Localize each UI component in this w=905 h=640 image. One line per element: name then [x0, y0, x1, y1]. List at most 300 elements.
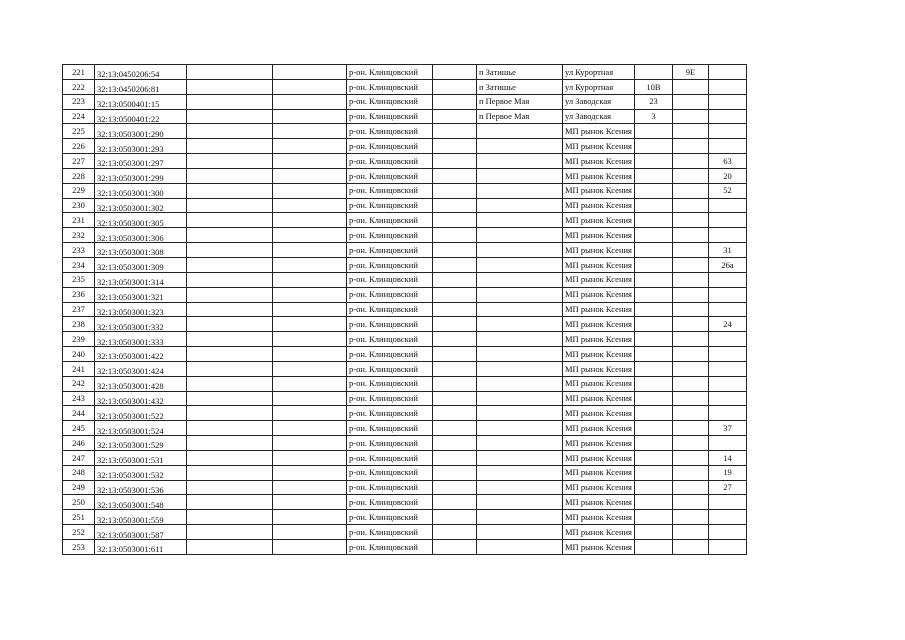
row-number-cell: 237 — [63, 302, 95, 317]
empty-cell — [187, 257, 273, 272]
apartment-cell — [708, 302, 746, 317]
apartment-cell — [708, 79, 746, 94]
house-cell — [634, 525, 672, 540]
building-cell — [672, 287, 708, 302]
empty-cell — [187, 480, 273, 495]
building-cell — [672, 361, 708, 376]
street-cell: МП рынок Ксения — [563, 272, 635, 287]
district-cell: р-он. Клинцовский — [347, 406, 433, 421]
empty-cell — [433, 243, 477, 258]
apartment-cell — [708, 332, 746, 347]
table-row — [63, 495, 747, 510]
street-cell: МП рынок Ксения — [563, 213, 635, 228]
building-cell — [672, 465, 708, 480]
district-cell: р-он. Клинцовский — [347, 347, 433, 362]
empty-cell — [273, 65, 347, 80]
empty-cell — [433, 183, 477, 198]
building-cell — [672, 525, 708, 540]
settlement-cell — [477, 228, 563, 243]
house-cell — [634, 287, 672, 302]
empty-cell — [433, 198, 477, 213]
house-cell — [634, 347, 672, 362]
cadastral-number-cell: 32:13:0503001:531 — [95, 450, 187, 465]
apartment-cell — [708, 124, 746, 139]
empty-cell — [273, 183, 347, 198]
street-cell: МП рынок Ксения — [563, 421, 635, 436]
settlement-cell — [477, 450, 563, 465]
empty-cell — [273, 361, 347, 376]
empty-cell — [273, 94, 347, 109]
street-cell: МП рынок Ксения — [563, 124, 635, 139]
empty-cell — [273, 450, 347, 465]
empty-cell — [187, 510, 273, 525]
house-cell — [634, 154, 672, 169]
district-cell: р-он. Клинцовский — [347, 317, 433, 332]
table-row — [63, 257, 747, 272]
street-cell: МП рынок Ксения — [563, 406, 635, 421]
settlement-cell — [477, 183, 563, 198]
district-cell: р-он. Клинцовский — [347, 124, 433, 139]
settlement-cell — [477, 243, 563, 258]
settlement-cell — [477, 391, 563, 406]
street-cell: МП рынок Ксения — [563, 361, 635, 376]
settlement-cell — [477, 302, 563, 317]
settlement-cell — [477, 510, 563, 525]
table-row — [63, 525, 747, 540]
row-number-cell: 236 — [63, 287, 95, 302]
building-cell — [672, 540, 708, 555]
street-cell: МП рынок Ксения — [563, 376, 635, 391]
building-cell — [672, 376, 708, 391]
building-cell — [672, 228, 708, 243]
row-number-cell: 230 — [63, 198, 95, 213]
house-cell: 23 — [634, 94, 672, 109]
apartment-cell: 31 — [708, 243, 746, 258]
cadastral-number-cell: 32:13:0503001:422 — [95, 347, 187, 362]
empty-cell — [433, 139, 477, 154]
building-cell — [672, 450, 708, 465]
cadastral-number-cell: 32:13:0503001:536 — [95, 480, 187, 495]
row-number-cell: 224 — [63, 109, 95, 124]
house-cell — [634, 228, 672, 243]
house-cell — [634, 450, 672, 465]
row-number-cell: 240 — [63, 347, 95, 362]
street-cell: МП рынок Ксения — [563, 243, 635, 258]
district-cell: р-он. Клинцовский — [347, 450, 433, 465]
settlement-cell — [477, 213, 563, 228]
settlement-cell: п Первое Мая — [477, 109, 563, 124]
house-cell — [634, 213, 672, 228]
empty-cell — [433, 154, 477, 169]
apartment-cell: 14 — [708, 450, 746, 465]
empty-cell — [187, 243, 273, 258]
street-cell: МП рынок Ксения — [563, 495, 635, 510]
building-cell — [672, 183, 708, 198]
row-number-cell: 227 — [63, 154, 95, 169]
empty-cell — [433, 421, 477, 436]
empty-cell — [273, 272, 347, 287]
cadastral-number-cell: 32:13:0503001:522 — [95, 406, 187, 421]
row-number-cell: 235 — [63, 272, 95, 287]
district-cell: р-он. Клинцовский — [347, 79, 433, 94]
empty-cell — [433, 213, 477, 228]
row-number-cell: 245 — [63, 421, 95, 436]
empty-cell — [273, 287, 347, 302]
building-cell — [672, 243, 708, 258]
building-cell — [672, 495, 708, 510]
table-row — [63, 124, 747, 139]
house-cell — [634, 465, 672, 480]
district-cell: р-он. Клинцовский — [347, 465, 433, 480]
empty-cell — [433, 480, 477, 495]
empty-cell — [187, 361, 273, 376]
empty-cell — [433, 391, 477, 406]
district-cell: р-он. Клинцовский — [347, 257, 433, 272]
house-cell — [634, 495, 672, 510]
table-row — [63, 79, 747, 94]
house-cell — [634, 168, 672, 183]
apartment-cell: 24 — [708, 317, 746, 332]
settlement-cell — [477, 421, 563, 436]
row-number-cell: 233 — [63, 243, 95, 258]
apartment-cell — [708, 139, 746, 154]
row-number-cell: 242 — [63, 376, 95, 391]
apartment-cell — [708, 228, 746, 243]
house-cell — [634, 183, 672, 198]
settlement-cell — [477, 525, 563, 540]
street-cell: ул Заводская — [563, 109, 635, 124]
district-cell: р-он. Клинцовский — [347, 421, 433, 436]
house-cell — [634, 139, 672, 154]
building-cell — [672, 272, 708, 287]
empty-cell — [433, 317, 477, 332]
street-cell: МП рынок Ксения — [563, 257, 635, 272]
empty-cell — [273, 347, 347, 362]
apartment-cell — [708, 525, 746, 540]
cadastral-number-cell: 32:13:0503001:432 — [95, 391, 187, 406]
street-cell: МП рынок Ксения — [563, 168, 635, 183]
cadastral-number-cell: 32:13:0450206:54 — [95, 65, 187, 80]
house-cell — [634, 124, 672, 139]
building-cell — [672, 391, 708, 406]
empty-cell — [273, 406, 347, 421]
empty-cell — [433, 510, 477, 525]
street-cell: МП рынок Ксения — [563, 540, 635, 555]
empty-cell — [433, 465, 477, 480]
settlement-cell — [477, 272, 563, 287]
house-cell — [634, 317, 672, 332]
cadastral-number-cell: 32:13:0503001:305 — [95, 213, 187, 228]
house-cell — [634, 391, 672, 406]
house-cell — [634, 361, 672, 376]
cadastral-number-cell: 32:13:0503001:308 — [95, 243, 187, 258]
table-row — [63, 317, 747, 332]
district-cell: р-он. Клинцовский — [347, 272, 433, 287]
district-cell: р-он. Клинцовский — [347, 94, 433, 109]
cadastral-number-cell: 32:13:0503001:332 — [95, 317, 187, 332]
district-cell: р-он. Клинцовский — [347, 436, 433, 451]
row-number-cell: 246 — [63, 436, 95, 451]
table-row — [63, 376, 747, 391]
empty-cell — [433, 109, 477, 124]
empty-cell — [433, 79, 477, 94]
empty-cell — [433, 540, 477, 555]
apartment-cell: 20 — [708, 168, 746, 183]
row-number-cell: 228 — [63, 168, 95, 183]
table-row — [63, 109, 747, 124]
empty-cell — [273, 168, 347, 183]
row-number-cell: 231 — [63, 213, 95, 228]
empty-cell — [433, 228, 477, 243]
empty-cell — [433, 302, 477, 317]
table-row — [63, 213, 747, 228]
empty-cell — [187, 213, 273, 228]
district-cell: р-он. Клинцовский — [347, 391, 433, 406]
street-cell: МП рынок Ксения — [563, 228, 635, 243]
empty-cell — [433, 376, 477, 391]
apartment-cell: 37 — [708, 421, 746, 436]
table-row — [63, 361, 747, 376]
empty-cell — [273, 109, 347, 124]
house-cell: 10В — [634, 79, 672, 94]
apartment-cell — [708, 436, 746, 451]
settlement-cell — [477, 317, 563, 332]
house-cell — [634, 376, 672, 391]
cadastral-number-cell: 32:13:0503001:293 — [95, 139, 187, 154]
apartment-cell — [708, 376, 746, 391]
settlement-cell — [477, 168, 563, 183]
district-cell: р-он. Клинцовский — [347, 480, 433, 495]
cadastral-number-cell: 32:13:0503001:559 — [95, 510, 187, 525]
row-number-cell: 247 — [63, 450, 95, 465]
table-row — [63, 540, 747, 555]
empty-cell — [187, 347, 273, 362]
table-row — [63, 168, 747, 183]
street-cell: МП рынок Ксения — [563, 436, 635, 451]
settlement-cell — [477, 376, 563, 391]
cadastral-number-cell: 32:13:0503001:548 — [95, 495, 187, 510]
district-cell: р-он. Клинцовский — [347, 361, 433, 376]
building-cell — [672, 406, 708, 421]
apartment-cell: 26а — [708, 257, 746, 272]
empty-cell — [187, 540, 273, 555]
settlement-cell — [477, 495, 563, 510]
empty-cell — [433, 525, 477, 540]
district-cell: р-он. Клинцовский — [347, 168, 433, 183]
row-number-cell: 243 — [63, 391, 95, 406]
building-cell — [672, 347, 708, 362]
row-number-cell: 223 — [63, 94, 95, 109]
empty-cell — [273, 421, 347, 436]
cadastral-number-cell: 32:13:0503001:306 — [95, 228, 187, 243]
street-cell: МП рынок Ксения — [563, 302, 635, 317]
row-number-cell: 244 — [63, 406, 95, 421]
empty-cell — [187, 65, 273, 80]
empty-cell — [273, 332, 347, 347]
table-row — [63, 510, 747, 525]
street-cell: МП рынок Ксения — [563, 480, 635, 495]
street-cell: МП рынок Ксения — [563, 287, 635, 302]
empty-cell — [187, 168, 273, 183]
empty-cell — [187, 302, 273, 317]
cadastral-number-cell: 32:13:0503001:290 — [95, 124, 187, 139]
empty-cell — [187, 317, 273, 332]
street-cell: МП рынок Ксения — [563, 154, 635, 169]
apartment-cell — [708, 361, 746, 376]
empty-cell — [273, 228, 347, 243]
table-row — [63, 406, 747, 421]
settlement-cell: п Затишье — [477, 79, 563, 94]
cadastral-number-cell: 32:13:0503001:300 — [95, 183, 187, 198]
empty-cell — [273, 139, 347, 154]
settlement-cell — [477, 540, 563, 555]
apartment-cell — [708, 213, 746, 228]
apartment-cell: 52 — [708, 183, 746, 198]
empty-cell — [187, 391, 273, 406]
district-cell: р-он. Клинцовский — [347, 65, 433, 80]
cadastral-number-cell: 32:13:0503001:321 — [95, 287, 187, 302]
row-number-cell: 239 — [63, 332, 95, 347]
street-cell: МП рынок Ксения — [563, 332, 635, 347]
settlement-cell — [477, 480, 563, 495]
apartment-cell — [708, 94, 746, 109]
empty-cell — [187, 332, 273, 347]
empty-cell — [187, 139, 273, 154]
empty-cell — [273, 436, 347, 451]
row-number-cell: 229 — [63, 183, 95, 198]
settlement-cell — [477, 332, 563, 347]
table-row — [63, 421, 747, 436]
cadastral-number-cell: 32:13:0500401:15 — [95, 94, 187, 109]
cadastral-number-cell: 32:13:0503001:532 — [95, 465, 187, 480]
house-cell — [634, 65, 672, 80]
empty-cell — [187, 421, 273, 436]
settlement-cell — [477, 257, 563, 272]
empty-cell — [273, 391, 347, 406]
apartment-cell: 19 — [708, 465, 746, 480]
settlement-cell — [477, 436, 563, 451]
district-cell: р-он. Клинцовский — [347, 109, 433, 124]
house-cell — [634, 540, 672, 555]
empty-cell — [187, 272, 273, 287]
building-cell — [672, 79, 708, 94]
district-cell: р-он. Клинцовский — [347, 154, 433, 169]
street-cell: МП рынок Ксения — [563, 198, 635, 213]
district-cell: р-он. Клинцовский — [347, 228, 433, 243]
settlement-cell — [477, 198, 563, 213]
apartment-cell — [708, 198, 746, 213]
street-cell: МП рынок Ксения — [563, 391, 635, 406]
table-row — [63, 287, 747, 302]
district-cell: р-он. Клинцовский — [347, 183, 433, 198]
apartment-cell — [708, 109, 746, 124]
house-cell — [634, 480, 672, 495]
apartment-cell — [708, 406, 746, 421]
settlement-cell — [477, 465, 563, 480]
empty-cell — [273, 154, 347, 169]
cadastral-number-cell: 32:13:0503001:424 — [95, 361, 187, 376]
empty-cell — [187, 450, 273, 465]
empty-cell — [433, 361, 477, 376]
building-cell: 9Е — [672, 65, 708, 80]
empty-cell — [187, 154, 273, 169]
empty-cell — [273, 480, 347, 495]
street-cell: МП рынок Ксения — [563, 465, 635, 480]
table-body — [63, 65, 747, 555]
street-cell: МП рынок Ксения — [563, 183, 635, 198]
district-cell: р-он. Клинцовский — [347, 540, 433, 555]
row-number-cell: 221 — [63, 65, 95, 80]
building-cell — [672, 94, 708, 109]
cadastral-number-cell: 32:13:0503001:297 — [95, 154, 187, 169]
row-number-cell: 248 — [63, 465, 95, 480]
street-cell: ул Заводская — [563, 94, 635, 109]
empty-cell — [187, 183, 273, 198]
building-cell — [672, 198, 708, 213]
document-table — [62, 64, 747, 555]
row-number-cell: 252 — [63, 525, 95, 540]
apartment-cell — [708, 510, 746, 525]
empty-cell — [187, 465, 273, 480]
row-number-cell: 222 — [63, 79, 95, 94]
cadastral-number-cell: 32:13:0503001:302 — [95, 198, 187, 213]
building-cell — [672, 436, 708, 451]
building-cell — [672, 302, 708, 317]
cadastral-number-cell: 32:13:0503001:428 — [95, 376, 187, 391]
house-cell — [634, 302, 672, 317]
cadastral-number-cell: 32:13:0503001:611 — [95, 540, 187, 555]
building-cell — [672, 154, 708, 169]
apartment-cell — [708, 391, 746, 406]
cadastral-number-cell: 32:13:0500401:22 — [95, 109, 187, 124]
row-number-cell: 234 — [63, 257, 95, 272]
building-cell — [672, 421, 708, 436]
building-cell — [672, 139, 708, 154]
row-number-cell: 232 — [63, 228, 95, 243]
street-cell: ул Курортная — [563, 79, 635, 94]
row-number-cell: 226 — [63, 139, 95, 154]
empty-cell — [433, 94, 477, 109]
empty-cell — [273, 198, 347, 213]
apartment-cell — [708, 540, 746, 555]
house-cell — [634, 272, 672, 287]
table-row — [63, 183, 747, 198]
table-row — [63, 332, 747, 347]
empty-cell — [433, 332, 477, 347]
district-cell: р-он. Клинцовский — [347, 495, 433, 510]
cadastral-number-cell: 32:13:0503001:587 — [95, 525, 187, 540]
district-cell: р-он. Клинцовский — [347, 332, 433, 347]
street-cell: ул Курортная — [563, 65, 635, 80]
settlement-cell — [477, 287, 563, 302]
empty-cell — [187, 287, 273, 302]
empty-cell — [187, 525, 273, 540]
cadastral-number-cell: 32:13:0503001:524 — [95, 421, 187, 436]
building-cell — [672, 317, 708, 332]
house-cell — [634, 421, 672, 436]
empty-cell — [273, 317, 347, 332]
settlement-cell — [477, 124, 563, 139]
district-cell: р-он. Клинцовский — [347, 287, 433, 302]
empty-cell — [187, 124, 273, 139]
house-cell — [634, 406, 672, 421]
cadastral-number-cell: 32:13:0503001:323 — [95, 302, 187, 317]
empty-cell — [433, 495, 477, 510]
cadastral-number-cell: 32:13:0503001:309 — [95, 257, 187, 272]
building-cell — [672, 213, 708, 228]
row-number-cell: 251 — [63, 510, 95, 525]
empty-cell — [433, 124, 477, 139]
